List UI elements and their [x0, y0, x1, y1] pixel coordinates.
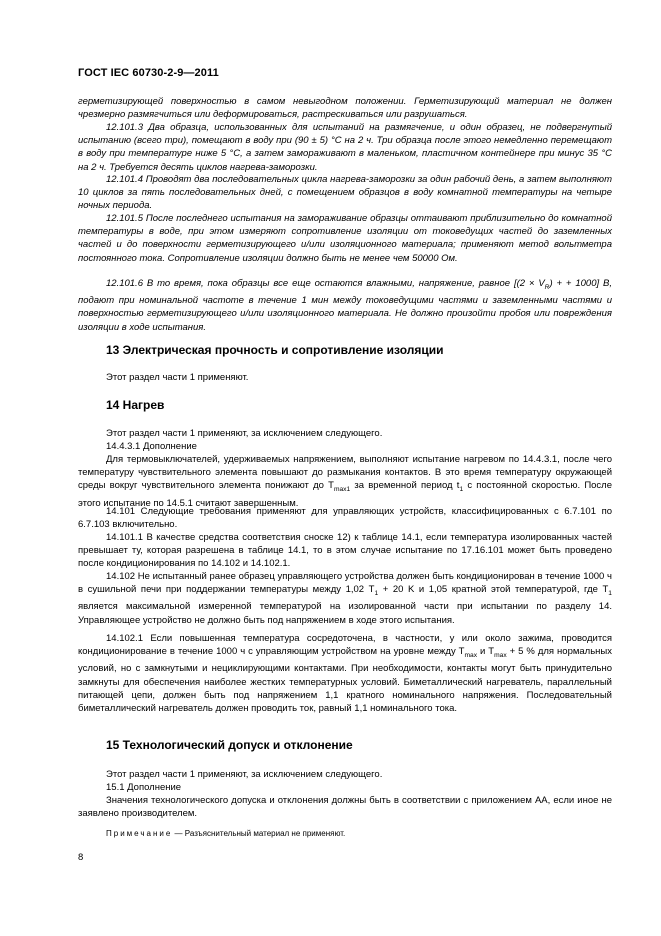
clause-14-101: 14.101 Следующие требования применяют для управляющих устройств, классифицированных с 6.7.101 по 6.7.103 включительно.	[78, 506, 612, 531]
paragraph-12-101-2-cont: герметизирующей поверхностью в самом невыгодном положении. Герметизирующий материал не должен чрезмерно размягчиться или деформироваться, растрескиваться или разрушаться.	[78, 96, 612, 121]
clause-14-102-part2: + 20 K и 1,05 кратной этой температурой, где T	[378, 584, 609, 596]
clause-15-1-title: 15.1 Дополнение	[106, 782, 182, 793]
clause-15-1-text: Значения технологического допуска и отклонения должны быть в соответствии с приложением АА, если иное не заявлено производителем.	[78, 795, 612, 820]
clause-14-102-1	[78, 632, 612, 715]
section-13-heading: 13 Электрическая прочность и сопротивление изоляции	[106, 343, 444, 357]
section-13-text: Этот раздел части 1 применяют.	[106, 372, 249, 383]
paragraph-12-101-6-part1: 12.101.6 В то время, пока образцы все еще остаются влажными, напряжение, равное [(2 × V	[106, 278, 545, 289]
clause-14-102-1-part2: и T	[477, 646, 495, 658]
subscript-max1: max1	[333, 486, 351, 494]
subscript-tmax-a: max	[464, 652, 478, 660]
subscript-t1-a: 1	[374, 590, 379, 598]
clause-14-4-3-1-part1: Для термовыключателей, удерживаемых напряжением, выполняют испытание нагревом по 14.4.3.1, после чего температуру чувствительного элемента повышают до размыкания контактов. В это время температуру окружающей среды вокруг чувствительного элемента понижают до T	[78, 454, 612, 492]
section-14-heading: 14 Нагрев	[106, 398, 165, 412]
paragraph-12-101-6-part2: ) + + 1000] В, подают при номинальной частоте в течение 1 мин между токоведущими частями и заземленными частями и поверхностью герметизирующего и/или изоляционного материала. Не должно произойти пробоя или повреждения изоляции в ходе испытания.	[78, 278, 612, 333]
paragraph-12-101-4: 12.101.4 Проводят два последовательных цикла нагрева-заморозки за один рабочий день, а затем выполняют 10 циклов за пять последовательных дней, с помещением образцов в воду комнатной температуры на четыре ночных периода.	[78, 174, 612, 212]
section-15-intro: Этот раздел части 1 применяют, за исключением следующего.	[106, 769, 383, 780]
note	[106, 829, 345, 838]
clause-14-102-part1: 14.102 Не испытанный ранее образец управляющего устройства должен быть кондиционирован в течение 1000 ч в сушильной печи при поддержании температуры между 1,02 T	[78, 571, 612, 596]
page-number: 8	[78, 852, 84, 863]
document-header: ГОСТ IEC 60730-2-9—2011	[78, 67, 219, 79]
note-label: Примечание	[106, 829, 173, 838]
subscript-tmax-b: max	[494, 652, 507, 660]
paragraph-12-101-5: 12.101.5 После последнего испытания на замораживание образцы оттаивают приблизительно до комнатной температуры в воде, при этом измеряют сопротивление изоляции от токоведущих частей до заземленных частей и до поверхности герметизирующего и/или изоляционного материала; применяют метод вольтметра постоянного тока. Сопротивление изоляции должно быть не менее чем 50000 Ом.	[78, 213, 612, 264]
note-text: — Разъяснительный материал не применяют.	[172, 829, 346, 838]
section-15-heading: 15 Технологический допуск и отклонение	[106, 738, 353, 752]
paragraph-12-101-6	[78, 277, 612, 334]
clause-14-102	[78, 570, 612, 627]
paragraph-12-101-3: 12.101.3 Два образца, использованных для испытаний на размягчение, и один образец, не подвергнутый испытанию (всего три), помещают в воду при (90 ± 5) °С на 2 ч. Три образца после этого немедленно перемещают в воду при температуре ниже 5 °С, а затем замораживают в маленьком, пластичном контейнере при минус 35 °С на 2 ч. Требуется десять циклов нагрева-заморозки.	[78, 122, 612, 173]
clause-14-101-1: 14.101.1 В качестве средства соответствия сноске 12) к таблице 14.1, если температура изолированных частей превышает ту, которая разрешена в таблице 14.1, то в этом случае испытание по 17.16.101 может быть проведено после кондиционирования по 14.102 и 14.102.1.	[78, 532, 612, 570]
section-14-intro: Этот раздел части 1 применяют, за исключением следующего.	[106, 428, 383, 439]
clause-14-102-part3: является максимальной измеренной температурой на изолированной части при испытании по разделу 14. Управляющее устройство не должно быть под напряжением в ходе этого испытания.	[78, 601, 612, 626]
subscript-t1-b: 1	[608, 590, 612, 598]
clause-14-4-3-1-title: 14.4.3.1 Дополнение	[106, 441, 197, 452]
clause-14-4-3-1-text	[78, 453, 612, 510]
subscript-r: R	[544, 283, 550, 291]
subscript-1: 1	[459, 486, 464, 494]
clause-14-102-1-part3: + 5 % для нормальных условий, но с замкнутыми и нециклирующими контактами. При необходимости, контакты могут быть принудительно замкнуты для обеспечения наиболее жестких температурных условий. Биметаллический нагреватель, параллельный питающей цепи, должен быть под напряжением 1,1 кратного номинального напряжения. Последовательный биметаллический нагреватель должен проводить ток, равный 1,1 номинального тока.	[78, 646, 613, 714]
clause-14-4-3-1-part3: с постоянной скоростью. После этого испытание по 14.5.1 считают завершенным.	[78, 480, 613, 509]
clause-14-4-3-1-part2: за временной период t	[350, 480, 460, 492]
clause-14-102-1-part1: 14.102.1 Если повышенная температура сосредоточена, в частности, у или около зажима, проводится кондиционирование в течение 1000 ч с управляющим устройством на уровне между T	[78, 633, 612, 658]
